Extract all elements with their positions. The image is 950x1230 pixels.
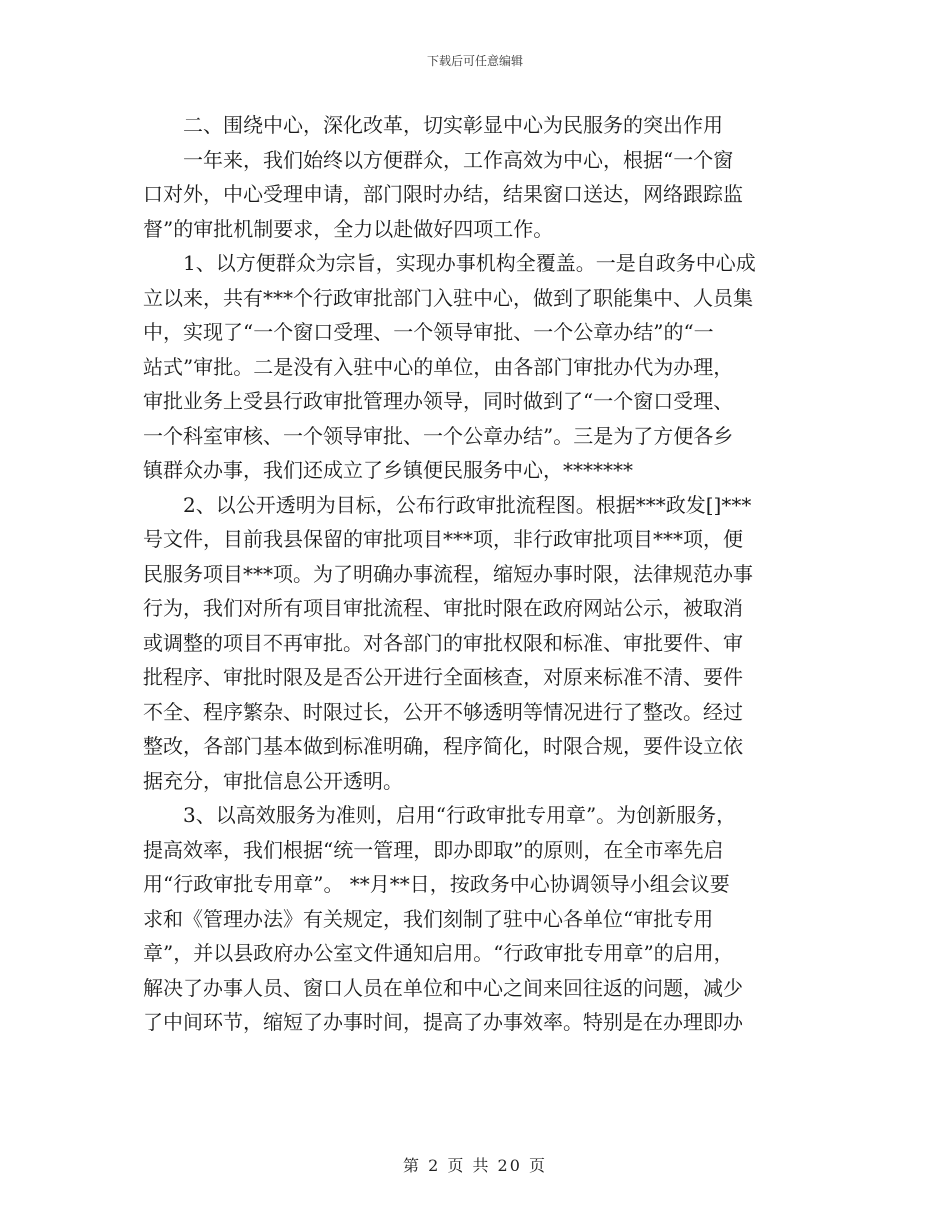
text-line: 站式”审批。二是没有入驻中心的单位，由各部门审批办代为办理， — [143, 354, 734, 379]
text-line: 号文件，目前我县保留的审批项目***项，非行政审批项目***项，便 — [143, 527, 743, 551]
text-line: 二、围绕中心，深化改革，切实彰显中心为民服务的突出作用 — [143, 113, 723, 137]
text-line: 章”，并以县政府办公室文件通知启用。“行政审批专用章”的启用， — [143, 941, 734, 965]
text-line: 了中间环节，缩短了办事时间，提高了办事效率。特别是在办理即办 — [143, 1010, 743, 1034]
text-line: 一个科室审核、一个领导审批、一个公章办结”。三是为了方便各乡 — [143, 423, 734, 448]
text-line: 1、以方便群众为宗旨，实现办事机构全覆盖。一是自政务中心成 — [143, 251, 756, 275]
page-number: 第 2 页 共 20 页 — [403, 1156, 547, 1175]
text-line: 督”的审批机制要求，全力以赴做好四项工作。 — [143, 216, 554, 241]
text-line: 整改，各部门基本做到标准明确，程序简化，时限合规，要件设立依 — [143, 734, 743, 758]
text-line: 口对外，中心受理申请，部门限时办结，结果窗口送达，网络跟踪监 — [143, 182, 743, 206]
text-line: 中，实现了“一个窗口受理、一个领导审批、一个公章办结”的“一 — [143, 320, 714, 344]
text-line: 或调整的项目不再审批。对各部门的审批权限和标准、审批要件、审 — [143, 630, 743, 655]
text-line: 镇群众办事，我们还成立了乡镇便民服务中心，******* — [143, 458, 633, 482]
text-line: 据充分，审批信息公开透明。 — [143, 768, 403, 793]
text-line: 用“行政审批专用章”。 **月**日，按政务中心协调领导小组会议要 — [143, 872, 730, 896]
text-line: 3、以高效服务为准则，启用“行政审批专用章”。为创新服务， — [143, 803, 737, 827]
document-body — [143, 108, 807, 1040]
text-line: 立以来，共有***个行政审批部门入驻中心，做到了职能集中、人员集 — [143, 285, 753, 310]
page-header: 下载后可任意编辑 — [426, 54, 523, 68]
text-line: 一年来，我们始终以方便群众，工作高效为中心，根据“一个窗 — [143, 147, 734, 172]
text-line: 批程序、审批时限及是否公开进行全面核查，对原来标准不清、要件 — [143, 665, 743, 689]
text-line: 解决了办事人员、窗口人员在单位和中心之间来回往返的问题，减少 — [143, 975, 743, 1000]
text-line: 2、以公开透明为目标，公布行政审批流程图。根据***政发[]*** — [143, 492, 752, 517]
text-line: 行为，我们对所有项目审批流程、审批时限在政府网站公示，被取消 — [143, 596, 743, 620]
text-line: 不全、程序繁杂、时限过长，公开不够透明等情况进行了整改。经过 — [143, 699, 743, 724]
text-line: 民服务项目***项。为了明确办事流程，缩短办事时限，法律规范办事 — [143, 561, 753, 586]
text-line: 求和《管理办法》有关规定，我们刻制了驻中心各单位“审批专用 — [143, 906, 714, 931]
text-line: 提高效率，我们根据“统一管理，即办即取”的原则，在全市率先启 — [143, 837, 724, 862]
text-line: 审批业务上受县行政审批管理办领导，同时做到了“一个窗口受理、 — [143, 389, 734, 413]
